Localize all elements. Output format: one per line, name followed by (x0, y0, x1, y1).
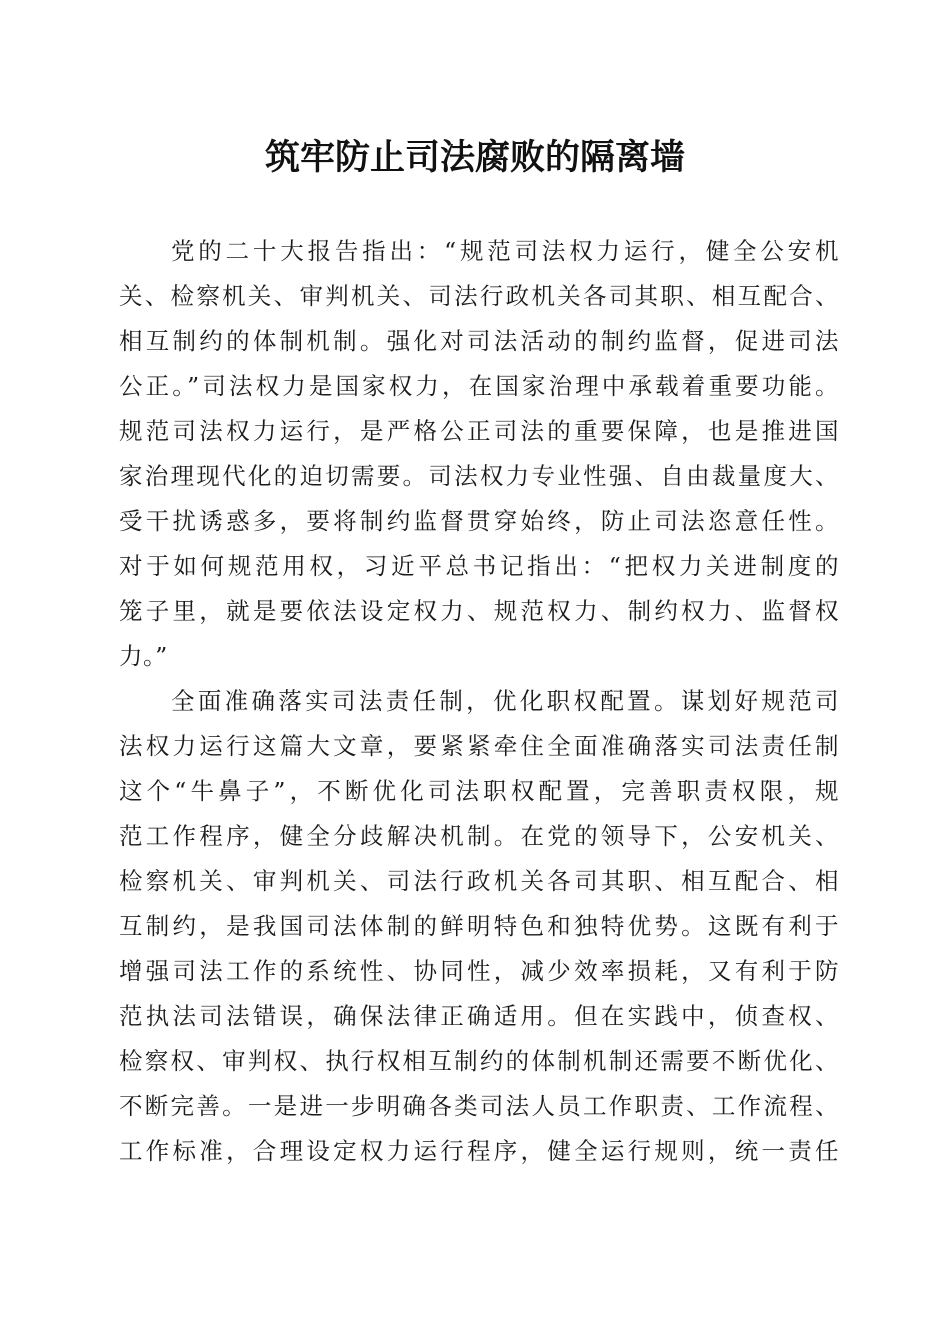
paragraph-2-line: 全面准确落实司法责任制，优化职权配置。谋划好规范司 (171, 687, 839, 715)
paragraph-2-line: 不断完善。一是进一步明确各类司法人员工作职责、工作流程、 (119, 1092, 839, 1120)
paragraph-2-line: 这个“牛鼻子”，不断优化司法职权配置，完善职责权限，规 (119, 777, 839, 805)
paragraph-2-line: 范执法司法错误，确保法律正确适用。但在实践中，侦查权、 (119, 1002, 839, 1030)
paragraph-1-line: 笼子里，就是要依法设定权力、规范权力、制约权力、监督权 (119, 597, 839, 625)
paragraph-2-line: 法权力运行这篇大文章，要紧紧牵住全面准确落实司法责任制 (119, 732, 839, 760)
paragraph-1-line: 对于如何规范用权，习近平总书记指出：“把权力关进制度的 (119, 552, 839, 580)
paragraph-1-line: 关、检察机关、审判机关、司法行政机关各司其职、相互配合、 (119, 282, 839, 310)
paragraph-1-line: 公正。”司法权力是国家权力，在国家治理中承载着重要功能。 (119, 372, 839, 400)
paragraph-2-line: 增强司法工作的系统性、协同性，减少效率损耗，又有利于防 (119, 957, 839, 985)
paragraph-1-line: 相互制约的体制机制。强化对司法活动的制约监督，促进司法 (119, 327, 839, 355)
document-body (119, 229, 839, 1174)
paragraph-2-line: 检察权、审判权、执行权相互制约的体制机制还需要不断优化、 (119, 1047, 839, 1075)
paragraph-1-line: 受干扰诱惑多，要将制约监督贯穿始终，防止司法恣意任性。 (119, 507, 839, 535)
paragraph-1-line: 规范司法权力运行，是严格公正司法的重要保障，也是推进国 (119, 417, 839, 445)
paragraph-1-line: 家治理现代化的迫切需要。司法权力专业性强、自由裁量度大、 (119, 462, 839, 490)
paragraph-2-line: 检察机关、审判机关、司法行政机关各司其职、相互配合、相 (119, 867, 839, 895)
paragraph-2-line: 互制约，是我国司法体制的鲜明特色和独特优势。这既有利于 (119, 912, 839, 940)
paragraph-1-line: 力。” (119, 642, 168, 670)
paragraph-2-line: 工作标准，合理设定权力运行程序，健全运行规则，统一责任 (119, 1137, 839, 1165)
document-title: 筑牢防止司法腐败的隔离墙 (264, 137, 685, 178)
paragraph-1-line: 党的二十大报告指出：“规范司法权力运行，健全公安机 (171, 237, 839, 265)
paragraph-2-line: 范工作程序，健全分歧解决机制。在党的领导下，公安机关、 (119, 822, 839, 850)
